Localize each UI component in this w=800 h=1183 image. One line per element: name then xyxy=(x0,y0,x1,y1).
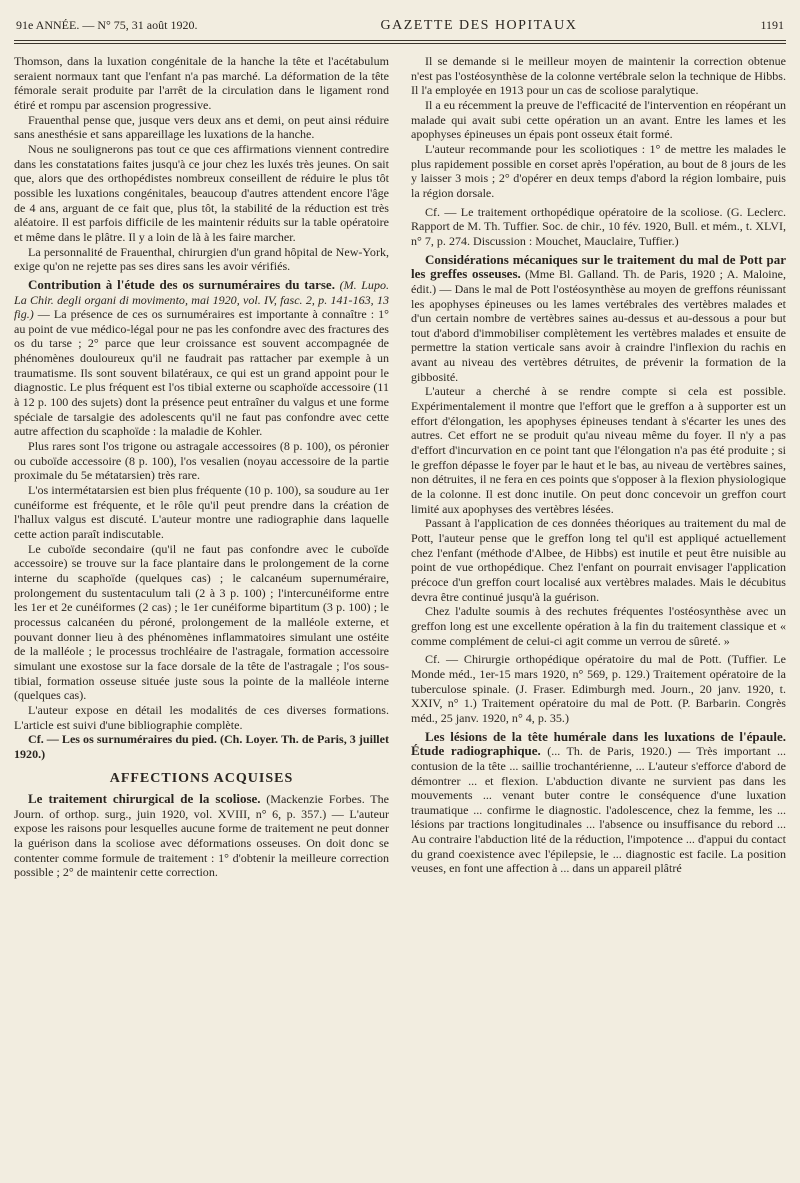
right-column xyxy=(411,54,786,880)
paragraph: L'os intermétatarsien est bien plus fréquente (10 p. 100), sa soudure au 1er cunéiforme est fréquente, et le rôle qu'il peut prendre dans la création de l'hallux valgus est discuté. L'auteur montre une radiographie dans laquelle cette action paraît indiscutable. xyxy=(14,483,389,541)
paragraph: Nous ne soulignerons pas tout ce que ces affirmations viennent contredire dans les constatations faites jusqu'à ce jour chez les luxés très jeunes. On sait que, alors que des orthopédistes nombreux conseillent de réduire le plus tôt possible les luxations congénitales, beaucoup d'autres attendent encore l'âge de 4 ans, arguant de ce fait que, plus tôt, la stabilité de la réduction est très aléatoire. Il est parfois difficile de les maintenir réduits sur la table opératoire et même dans le plâtre. Il y a loin de là à les faire marcher. xyxy=(14,141,389,244)
cf-reference: Cf. — Chirurgie orthopédique opératoire du mal de Pott. (Tuffier. Le Monde méd., 1er-15 mars 1920, n° 569, p. 129.) Traitement opératoire de la tuberculose spinale. (J. Fraser. Edimburgh med. Journ., 20 janv. 1920, t. XXIV, n° 1.) Traitement opératoire du mal de Pott. (P. Barbarin. Congrès méd., 25 janv. 1920, n° 4, p. 35.) xyxy=(411,652,786,725)
page-header xyxy=(14,18,786,34)
article-title: Considérations mécaniques sur le traitement du mal de Pott par les greffes osseuses. xyxy=(411,251,786,282)
page-number: 1191 xyxy=(760,18,784,32)
header-rule xyxy=(14,40,786,41)
paragraph: L'auteur expose en détail les modalités de ces diverses formations. L'article est suivi d'une bibliographie complète. xyxy=(14,702,389,732)
paragraph: Le cuboïde secondaire (qu'il ne faut pas confondre avec le cuboïde accessoire) se trouve sur la face plantaire dans le prolongement de la corne interne du scaphoïde (quelques cas) ; le calcanéum supernuméraire, prolongement du sustentaculum tali (2 à 3 p. 100) ; l'intercunéiforme entre les 1er et 2e cunéiformes (2 cas) ; le 1er cunéiforme bipartitum (3 p. 100) ; le processus calcanéen du péroné, prolongement de la malléole externe, et pouvant donner lieu à des phénomènes inflammatoires simulant une ostéite de la malléole ; le processus trochléaire de l'astragale, formation accessoire simulant une exostose sur la face dorsale de la tête de l'astragale ; l'os sous-tibial, formation osseuse située juste sous la pointe de la malléole interne (quelques cas). xyxy=(14,541,389,703)
paragraph: Frauenthal pense que, jusque vers deux ans et demi, on peut ainsi réduire sans anesthésie et sans appareillage les luxations de la hanche. xyxy=(14,112,389,142)
paragraph: Plus rares sont l'os trigone ou astragale accessoires (8 p. 100), os péronier ou cuboïde accessoire (8 p. 100), l'os vesalien (noyau accessoire de la partie proximale du 5e métatarsien) très rare. xyxy=(14,439,389,483)
article-traitement-scoliose xyxy=(14,792,389,880)
paragraph: Passant à l'application de ces données théoriques au traitement du mal de Pott, l'auteur pense que le greffon long tel qu'il est appliqué actuellement chez l'enfant (méthode d'Albee, de Hibbs) est inutile et peut être nuisible au point de vue orthopédique. Chez l'enfant on pourrait envisager l'application précoce d'un greffon court localisé aux vertèbres malades. Mais le décubitus devra être continué jusqu'à la guérison. xyxy=(411,516,786,604)
paragraph: L'auteur recommande pour les scoliotiques : 1° de mettre les malades le plus rapidement possible en corset après l'opération, au bout de 8 jours de les y laisser 3 mois ; 2° d'opérer en deux temps d'abord la région lombaire, puis la région dorsale. xyxy=(411,141,786,200)
header-rule-double xyxy=(14,43,786,44)
paragraph: Il se demande si le meilleur moyen de maintenir la correction obtenue n'est pas l'ostéosynthèse de la colonne vertébrale selon la technique de Hibbs. Il l'a employée en 1913 pour un cas de scoliose paralytique. xyxy=(411,54,786,98)
article-body: (Mme Bl. Galland. Th. de Paris, 1920 ; A. Maloine, édit.) — Dans le mal de Pott l'ostéosynthèse au moyen de greffons réunissant les apophyses épineuses ou les lames vertébrales des vertèbres malades et d'un certain nombre de vertèbres saines au-dessus et au-dessous a pour but tout d'abord d'immobiliser complètement les vertèbres malades et ensuite de permettre la station verticale sans avoir à craindre l'inflexion du rachis en avant au niveau des vertèbres détruites, de prévenir la formation de la gibbosité. xyxy=(411,267,786,384)
article-body: (Mackenzie Forbes. The Journ. of orthop. surg., juin 1920, vol. XVIII, n° 6, p. 357.) — L'auteur expose les raisons pour lesquelles aucune forme de traitement ne peut donner la guérison dans la scoliose avec déformations osseuses. On doit donc se contenter comme formule de traitement : 1° d'obtenir la meilleure correction possible ; 2° de maintenir cette correction. xyxy=(14,792,389,880)
article-reference: (M. Lupo. La Chir. degli organi di movimento, mai 1920, vol. IV, fasc. 2, p. 141-163, 13 fig.) xyxy=(14,277,389,322)
paragraph: La personnalité de Frauenthal, chirurgien d'un grand hôpital de New-York, exige qu'on ne rejette pas ses dires sans les avoir vérifiés. xyxy=(14,244,389,274)
article-title: Les lésions de la tête humérale dans les luxations de l'épaule. Étude radiographique. xyxy=(411,728,786,759)
cf-reference: Cf. — Les os surnuméraires du pied. (Ch. Loyer. Th. de Paris, 3 juillet 1920.) xyxy=(14,732,389,761)
article-lesions-tete-humerale xyxy=(411,730,786,877)
journal-title: GAZETTE DES HOPITAUX xyxy=(380,18,578,33)
article-title: Contribution à l'étude des os surnuméraires du tarse. xyxy=(28,276,335,292)
article-body: — La présence de ces os surnuméraires est importante à connaître : 1° au point de vue médico-légal pour ne pas les confondre avec des fractures des os du tarse ; 2° parce que leur croissance est souvent accompagnée de phénomènes douloureux qu'il ne faudrait pas rattacher par exemple à un traumatisme. Ils sont souvent bilatéraux, ce qui est un grand appoint pour le diagnostic. Le plus fréquent est l'os tibial externe ou scaphoïde accessoire (11 à 12 p. 100 des sujets) dont la présence peut entraîner du valgus et une forme spéciale de tarsalgie des adolescents qu'il ne faut pas confondre avec cette autre affection du scaphoïde : la maladie de Kohler. xyxy=(14,307,389,439)
article-contribution-os-surnumeraires xyxy=(14,278,389,439)
paragraph: Chez l'adulte soumis à des rechutes fréquentes l'ostéosynthèse avec un greffon long est une excellente opération à la fin du traitement classique et « comme complément de celui-ci agit comme un verrou de sûreté. » xyxy=(411,604,786,648)
section-heading: AFFECTIONS ACQUISES xyxy=(109,770,294,786)
paragraph: L'auteur a cherché à se rendre compte si cela est possible. Expérimentalement il montre que l'effort que le greffon a à supporter est un effort d'élongation, les apophyses épineuses tendant à s'écarter les unes des autres. Cet effort ne se produit qu'au niveau même du foyer. Il n'y a pas d'effort d'incurvation en ce point tant que l'élongation n'a pas été produite ; si le greffon dépasse le foyer par le haut et le bas, au niveau de vertèbres saines, non détruites, il ne fera en ces points que s'opposer à la flexion physiologique de la colonne. Il est donc inutile. On peut donc concevoir un greffon court limité aux apophyses des vertèbres lésées. xyxy=(411,384,786,516)
paragraph: Il a eu récemment la preuve de l'efficacité de l'intervention en réopérant un malade qui avait subi cette opération un an avant. Entre les lames et les apophyses épineuses un épais pont osseux était formé. xyxy=(411,97,786,142)
article-title: Le traitement chirurgical de la scoliose. xyxy=(28,791,261,807)
article-body: (... Th. de Paris, 1920.) — Très important ... contusion de la tête ... saillie trochantérienne, ... L'auteur s'efforce d'abord de démontrer ... et flexion. L'abduction divante ne survient pas dans les mouvements ... venant buter contre le conséquence d'une luxation traumatique ... confirme le diagnostic. l'adolescence, chez la femme, les ... lésions par tractions longitudinales ... l'absence ou insuffisance du rebord ... Au contraire l'abduction lité de la réduction, l'impotence ... d'appui du contact du grand coexistence avec l'épilepsie, le ... diagnostic est facile. La position veuses, en font une affection à ... dans un appareil plâtré xyxy=(411,744,786,876)
article-mal-de-pott xyxy=(411,253,786,385)
issue-info: 91e ANNÉE. — N° 75, 31 août 1920. xyxy=(16,18,198,32)
cf-reference: Cf. — Le traitement orthopédique opératoire de la scoliose. (G. Leclerc. Rapport de M. Th. Tuffier. Soc. de chir., 10 fév. 1920, Bull. et mém., t. XLVI, n° 7, p. 274. Discussion : Mouchet, Mauclaire, Tuffier.) xyxy=(411,204,786,248)
text-columns xyxy=(14,54,786,880)
left-column xyxy=(14,54,389,880)
paragraph: Thomson, dans la luxation congénitale de la hanche la tête et l'acétabulum seraient normaux tant que l'enfant n'a pas marché. La déformation de la tête fémorale serait produite par l'arrêt de la circulation dans le ligament rond étiré et rompu par ascension progressive. xyxy=(14,54,389,112)
